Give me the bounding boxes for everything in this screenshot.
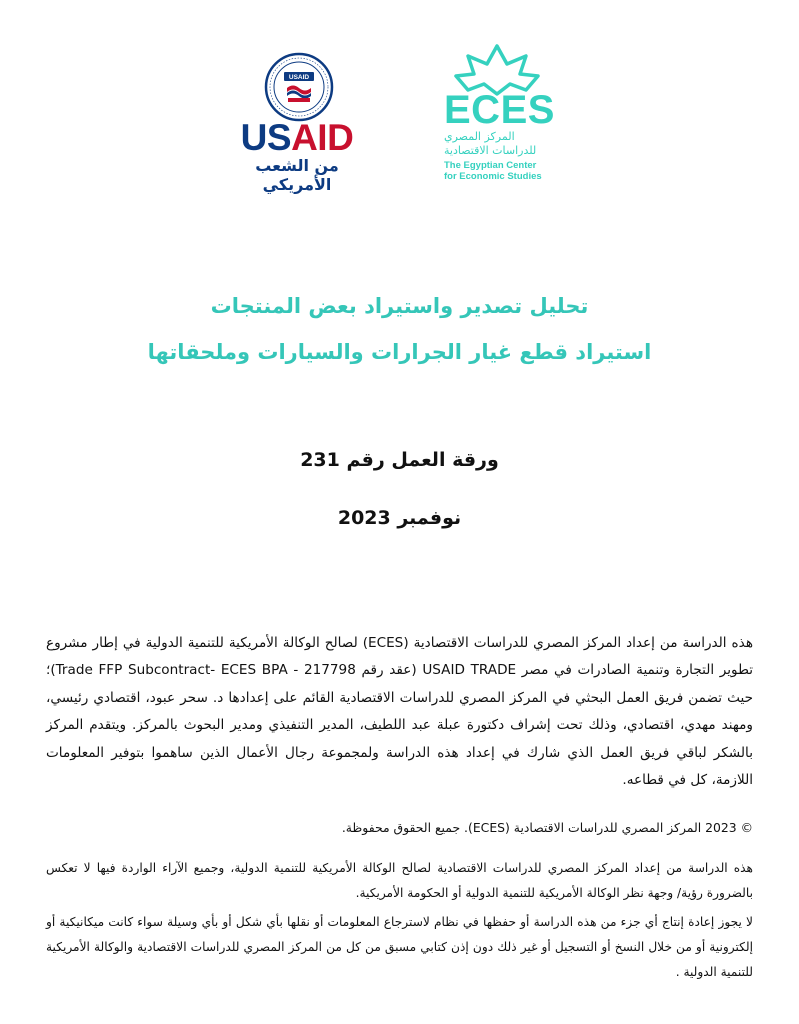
- eces-english-name: [444, 160, 564, 182]
- eces-arabic-name: المركز المصري للدراسات الاقتصادية: [444, 130, 537, 157]
- usaid-logo: [222, 52, 372, 194]
- document-subtitle: استيراد قطع غيار الجرارات والسيارات وملحقاتها: [147, 340, 652, 364]
- working-paper-number: ورقة العمل رقم 231: [300, 449, 499, 471]
- usaid-wordmark-aid: AID: [291, 117, 354, 158]
- publication-date: نوفمبر 2023: [337, 507, 462, 529]
- eces-wordmark: ECES: [444, 88, 555, 132]
- copyright-notice: © 2023 المركز المصري للدراسات الاقتصادية (ECES). جميع الحقوق محفوظة.: [341, 820, 753, 835]
- acknowledgement-paragraph: هذه الدراسة من إعداد المركز المصري للدراسات الاقتصادية (ECES) لصالح الوكالة الأمريكية للتنمية الدولية في إطار مشروع تطوير التجارة وتنمية الصادرات في مصر USAID TRADE (عقد رقم 217798 - Trade FFP Subcontract- ECES BPA)؛ حيث تضمن فريق العمل البحثي في المركز المصري للدراسات الاقتصادية القائم على إعدادها د. سحر عبود، اقتصادي رئيسي، ومهند مهدي، اقتصادي، وذلك تحت إشراف دكتورة عبلة عبد اللطيف، المدير التنفيذي ومدير البحوث بالمركز. ويتقدم المركز بالشكر لباقي فريق العمل الذي شارك في إعداد هذه الدراسة ولمجموعة رجال الأعمال الذين ساهموا بتوفير المعلومات اللازمة، كل في قطاعه.: [46, 635, 754, 789]
- usaid-wordmark: [222, 118, 372, 158]
- usaid-wordmark-us: US: [240, 117, 292, 158]
- document-title: تحليل تصدير واستيراد بعض المنتجات: [210, 294, 589, 318]
- usaid-seal-icon: [264, 52, 334, 122]
- eces-logo: [432, 44, 562, 184]
- eces-english-name-line1: The Egyptian Center: [444, 160, 537, 171]
- usaid-tagline: من الشعب الأمريكي: [255, 156, 339, 194]
- usaid-seal-label: USAID: [288, 74, 310, 82]
- reproduction-notice: لا يجوز إعادة إنتاج أي جزء من هذه الدراسة أو حفظها في نظام لاسترجاع المعلومات أو نقلها بأي شكل أو بأي وسيلة سواء كانت ميكانيكية أو إلكترونية أو من خلال النسخ أو التسجيل أو غير ذلك دون إذن كتابي مسبق من كل من المركز المصري للدراسات الاقتصادية والوكالة الأمريكية للتنمية الدولية .: [46, 915, 753, 979]
- eces-english-name-line2: for Economic Studies: [444, 171, 542, 182]
- disclaimer-paragraph: هذه الدراسة من إعداد المركز المصري للدراسات الاقتصادية لصالح الوكالة الأمريكية للتنمية الدولية، وجميع الآراء الواردة فيها لا تعكس بالضرورة رؤية/ وجهة نظر الوكالة الأمريكية للتنمية الدولية أو الحكومة الأمريكية.: [46, 861, 753, 900]
